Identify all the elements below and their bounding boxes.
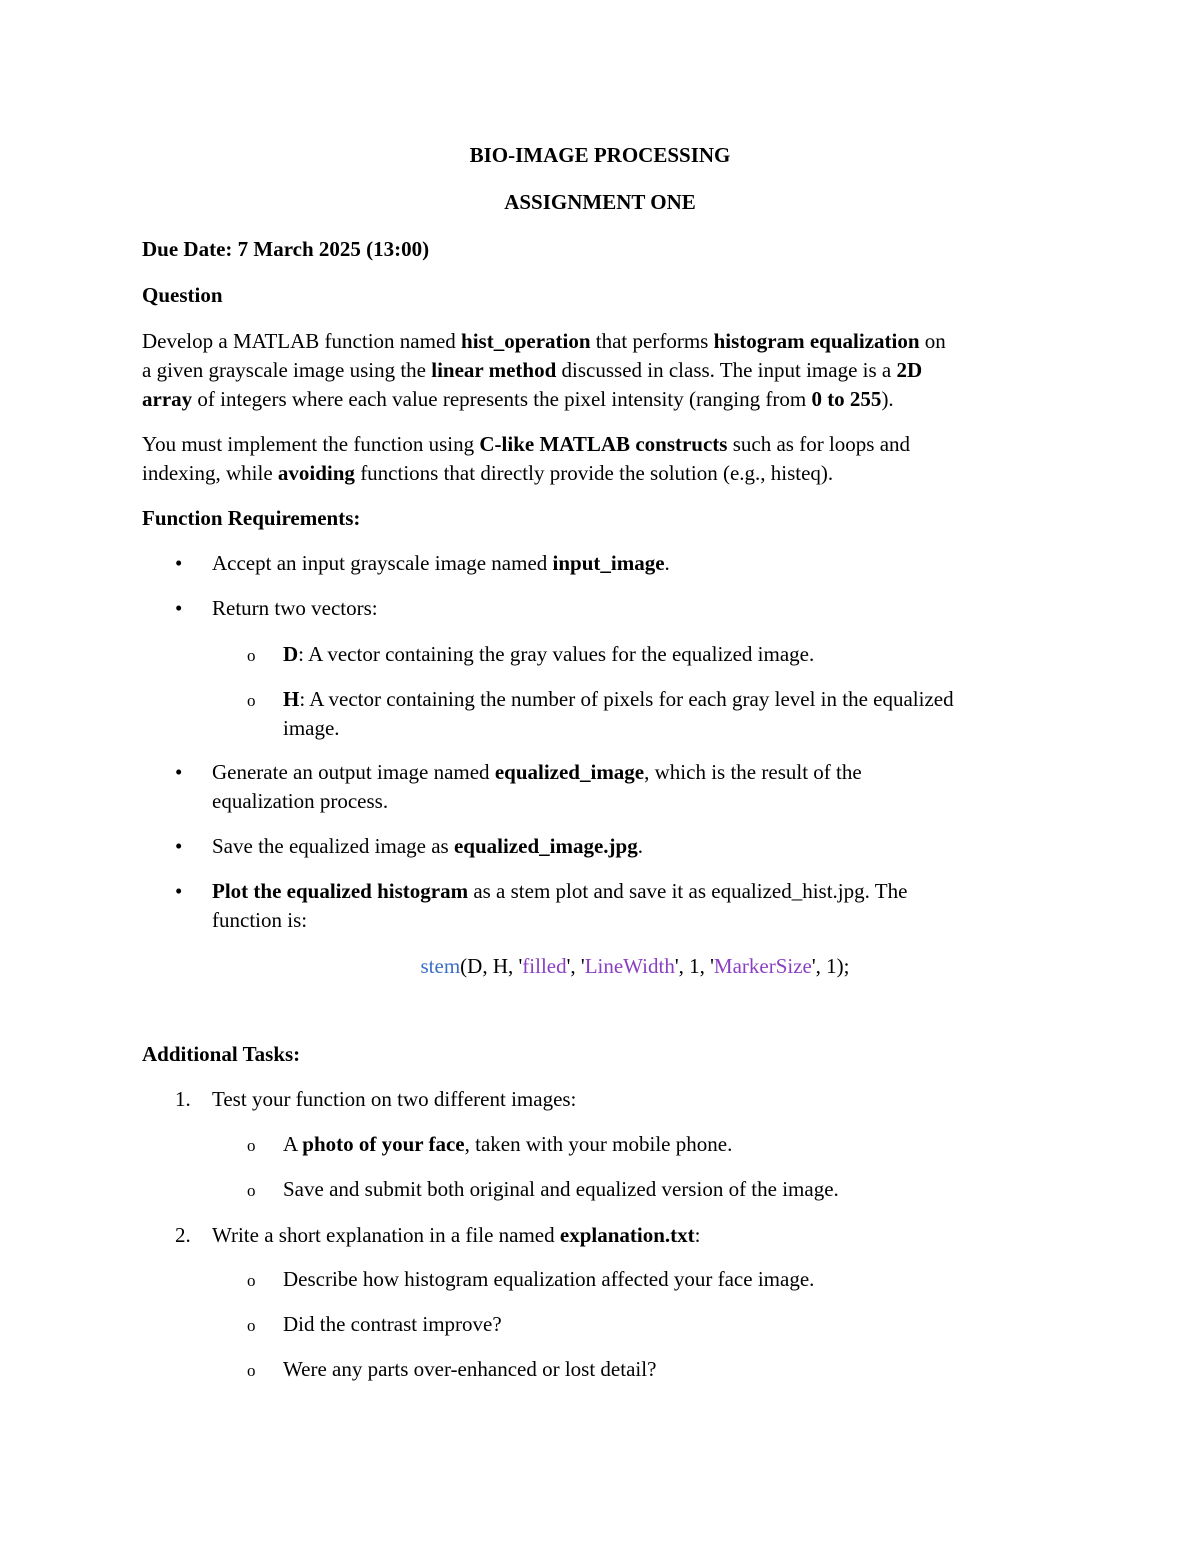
bullet-marker: • <box>175 834 183 858</box>
document-subtitle: ASSIGNMENT ONE <box>504 190 696 214</box>
assignment-page: BIO-IMAGE PROCESSING ASSIGNMENT ONE Due Date: 7 March 2025 (13:00) Question Develop a MATLAB function named hist_operation that performs histogram equalization on a given grayscale image using the linear method discussed in class. The input image is a 2D array of integers where each value represents the pixel intensity (ranging from 0 to 255). You must implement the function using C-like MATLAB constructs such as for loops and indexing, while avoiding functions that directly provide the solution (e.g., histeq). Function Requirements: • Accept an input grayscale image named input_image. • Return two vectors: o D: A vector containing the gray values for the equalized image. o H: A vector containing the number of pixels for each gray level in the equalized image. • Generate an output image named equalized_image, which is the result of the equalization process. • Save the equalized image as equalized_image.jpg. • Plot the equalized histogram as a stem plot and save it as equalized_hist.jpg. The function is: stem(D, H, 'filled', 'LineWidth', 1, 'MarkerSize', 1); Additional Tasks: 1. Test your function on two different images: o A photo of your face, taken with your mobile phone. o Save and submit both original and equalized version of the image. 2. Write a short explanation in a file named explanation.txt: o Describe how histogram equalization affected your face image. o Did the contrast improve? o Were any parts over-enhanced or lost detail? <box>0 0 1200 1553</box>
sub-bullet-marker: o <box>247 1136 256 1155</box>
bullet-marker: • <box>175 760 183 784</box>
sub-bullet-marker: o <box>247 1271 256 1290</box>
text-line: Develop a MATLAB function named hist_operation that performs histogram equalization on <box>142 329 946 353</box>
item-number: 2. <box>175 1223 191 1247</box>
text-line: a given grayscale image using the linear method discussed in class. The input image is a 2D <box>142 358 923 382</box>
question-paragraph-2 <box>142 430 1062 488</box>
text-line: indexing, while avoiding functions that directly provide the solution (e.g., histeq). <box>142 461 834 485</box>
sub-bullet-marker: o <box>247 1316 256 1335</box>
sub-bullet-marker: o <box>247 1361 256 1380</box>
item-number: 1. <box>175 1087 191 1111</box>
text-line: array of integers where each value represents the pixel intensity (ranging from 0 to 255). <box>142 387 894 411</box>
sub-bullet-marker: o <box>247 646 256 665</box>
bullet-marker: • <box>175 879 183 903</box>
additional-tasks-heading: Additional Tasks: <box>142 1042 301 1066</box>
question-paragraph-1 <box>142 327 1062 414</box>
bullet-marker: • <box>175 551 183 575</box>
requirements-heading: Function Requirements: <box>142 506 361 530</box>
code-snippet: stem(D, H, 'filled', 'LineWidth', 1, 'MarkerSize', 1); <box>420 954 850 978</box>
bullet-marker: • <box>175 596 183 620</box>
sub-bullet-marker: o <box>247 691 256 710</box>
question-heading: Question <box>142 283 223 307</box>
text-line: You must implement the function using C-like MATLAB constructs such as for loops and <box>142 432 911 456</box>
sub-bullet-marker: o <box>247 1181 256 1200</box>
document-title: BIO-IMAGE PROCESSING <box>469 143 731 167</box>
due-date: Due Date: 7 March 2025 (13:00) <box>142 237 430 261</box>
